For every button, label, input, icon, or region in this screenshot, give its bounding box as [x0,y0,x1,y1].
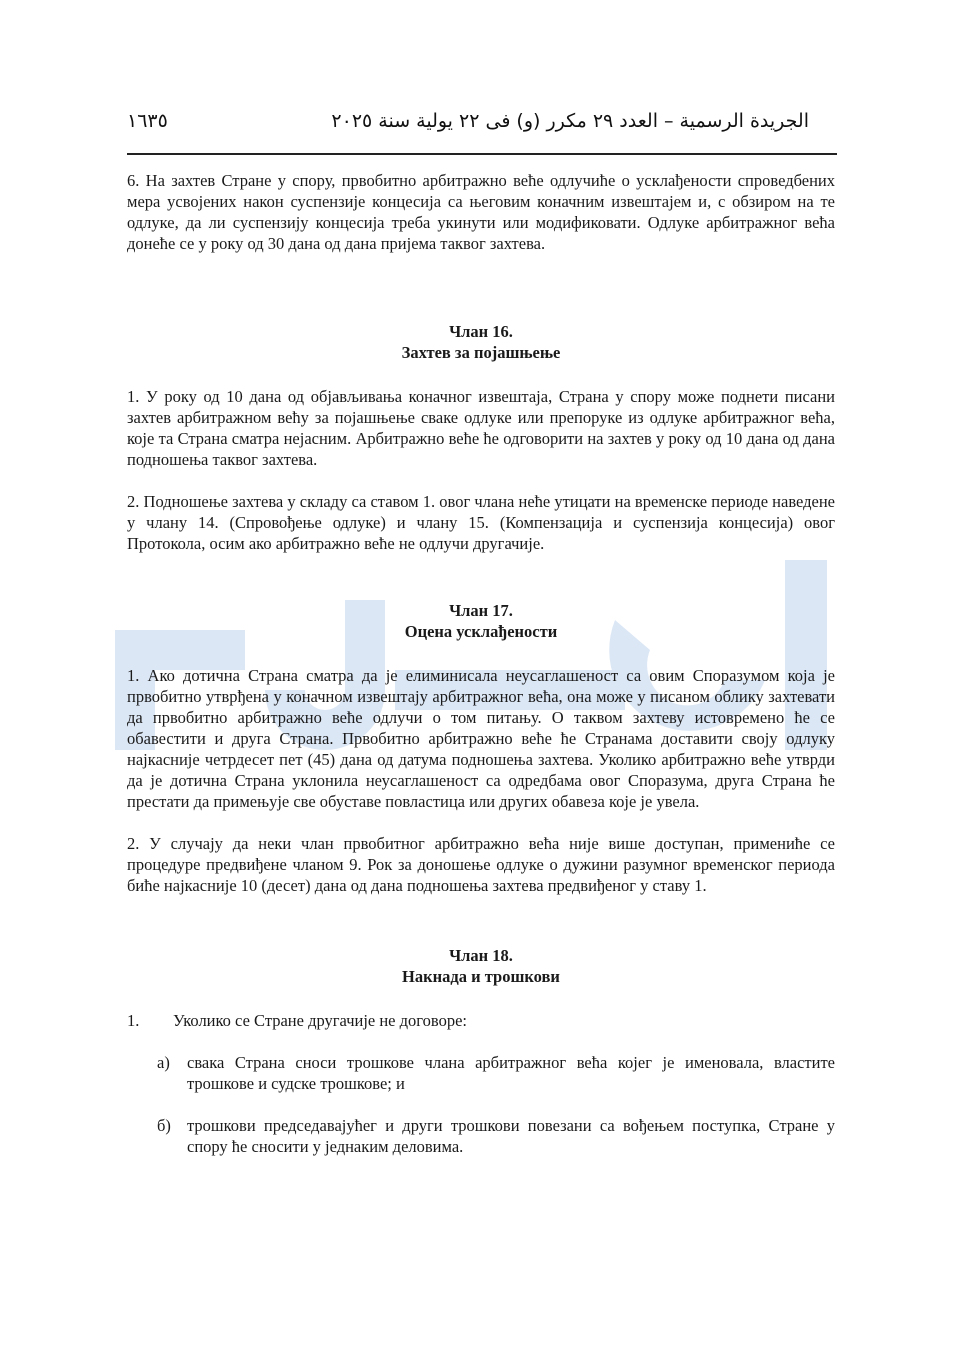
article-16-title: Члан 16. [449,322,513,341]
item-label: б) [157,1116,171,1135]
article-18-item-b [157,1115,835,1157]
gazette-title: الجريدة الرسمية – العدد ٢٩ مكرر (و) فى ٢٢ يولية سنة ٢٠٢٥ [331,110,809,132]
item-text: Уколико се Стране другачије не договоре: [173,1011,467,1030]
article-17-paragraph-2: 2. У случају да неки члан првобитног арбитражно већа није више доступан, примениће се процедуре предвиђене чланом 9. Рок за доношење одлуке о дужини разумног временског периода биће најкасније 10 (десет) дана од дана подношења захтева предвиђеног у ставу 1. [127,834,835,895]
item-label: а) [157,1053,170,1072]
article-18-subtitle: Накнада и трошкови [402,967,560,986]
article-17-paragraph-1: 1. Ако дотична Страна сматра да је елиминисала неусаглашеност са овим Споразумом која је првобитно утврђена у коначном извештају арбитражног већа, она може у писаном облику захтевати да првобитно арбитражно веће одлучи о том питању. О таквом захтеву истовремено ће се обавестити и друга Страна. Првобитно арбитражно веће ће Странама доставити своју одлуку најкасније четрдесет пет (45) дана од датума подношења захтева. Уколико арбитражно веће утврди да је дотична Страна уклонила неусаглашеност са одредбама овог Споразума, друга Страна ће престати да примењује све обуставе повластица или других обавеза које је увела. [127,666,835,811]
document-body [127,170,835,1178]
article-16-paragraph-1: 1. У року од 10 дана од објављивања коначног извештаја, Страна у спору може поднети писани захтев арбитражном већу за појашњење сваке одлуке или препоруке из одлуке арбитражног већа, које та Страна сматра нејасним. Арбитражно веће ће одговорити на захтев у року од 10 дана од дана подношења таквог захтева. [127,387,835,469]
article-16-subtitle: Захтев за појашњење [401,343,561,362]
article-18-title: Члан 18. [449,946,513,965]
page-number: ١٦٣٥ [127,110,168,132]
article-17-heading [127,600,835,642]
article-17-subtitle: Оцена усклађености [404,622,558,641]
article-17-title: Члан 17. [449,601,513,620]
article-16-paragraph-2: 2. Подношење захтева у складу са ставом 1. овог члана неће утицати на временске периоде наведене у члану 14. (Спровођење одлуке) и члану 15. (Компензација и суспензија концесија) овог Протокола, осим ако арбитражно веће не одлучи другачије. [127,492,835,553]
header-rule [127,153,837,155]
item-text: свака Страна сноси трошкове члана арбитражног већа којег је именовала, властите трошкове и судске трошкове; и [187,1053,835,1093]
gazette-header [127,104,809,144]
article-18-heading [127,945,835,987]
paragraph-6: 6. На захтев Стране у спору, првобитно арбитражно веће одлучиће о усклађености спроведбених мера усвојених након суспензије концесија са његовим коначним извештајем и, с обзиром на те одлуке, да ли суспензију концесија треба укинути или модификовати. Одлуке арбитражног већа донеће се у року од 30 дана од дана пријема таквог захтева. [127,171,835,253]
article-16-heading [127,321,835,363]
article-18-item-a [157,1052,835,1094]
item-text: трошкови председавајућег и други трошкови повезани са вођењем поступка, Стране у спору ће сносити у једнаким деловима. [187,1116,835,1156]
item-number: 1. [127,1011,140,1030]
article-18-paragraph-1 [127,1010,835,1031]
